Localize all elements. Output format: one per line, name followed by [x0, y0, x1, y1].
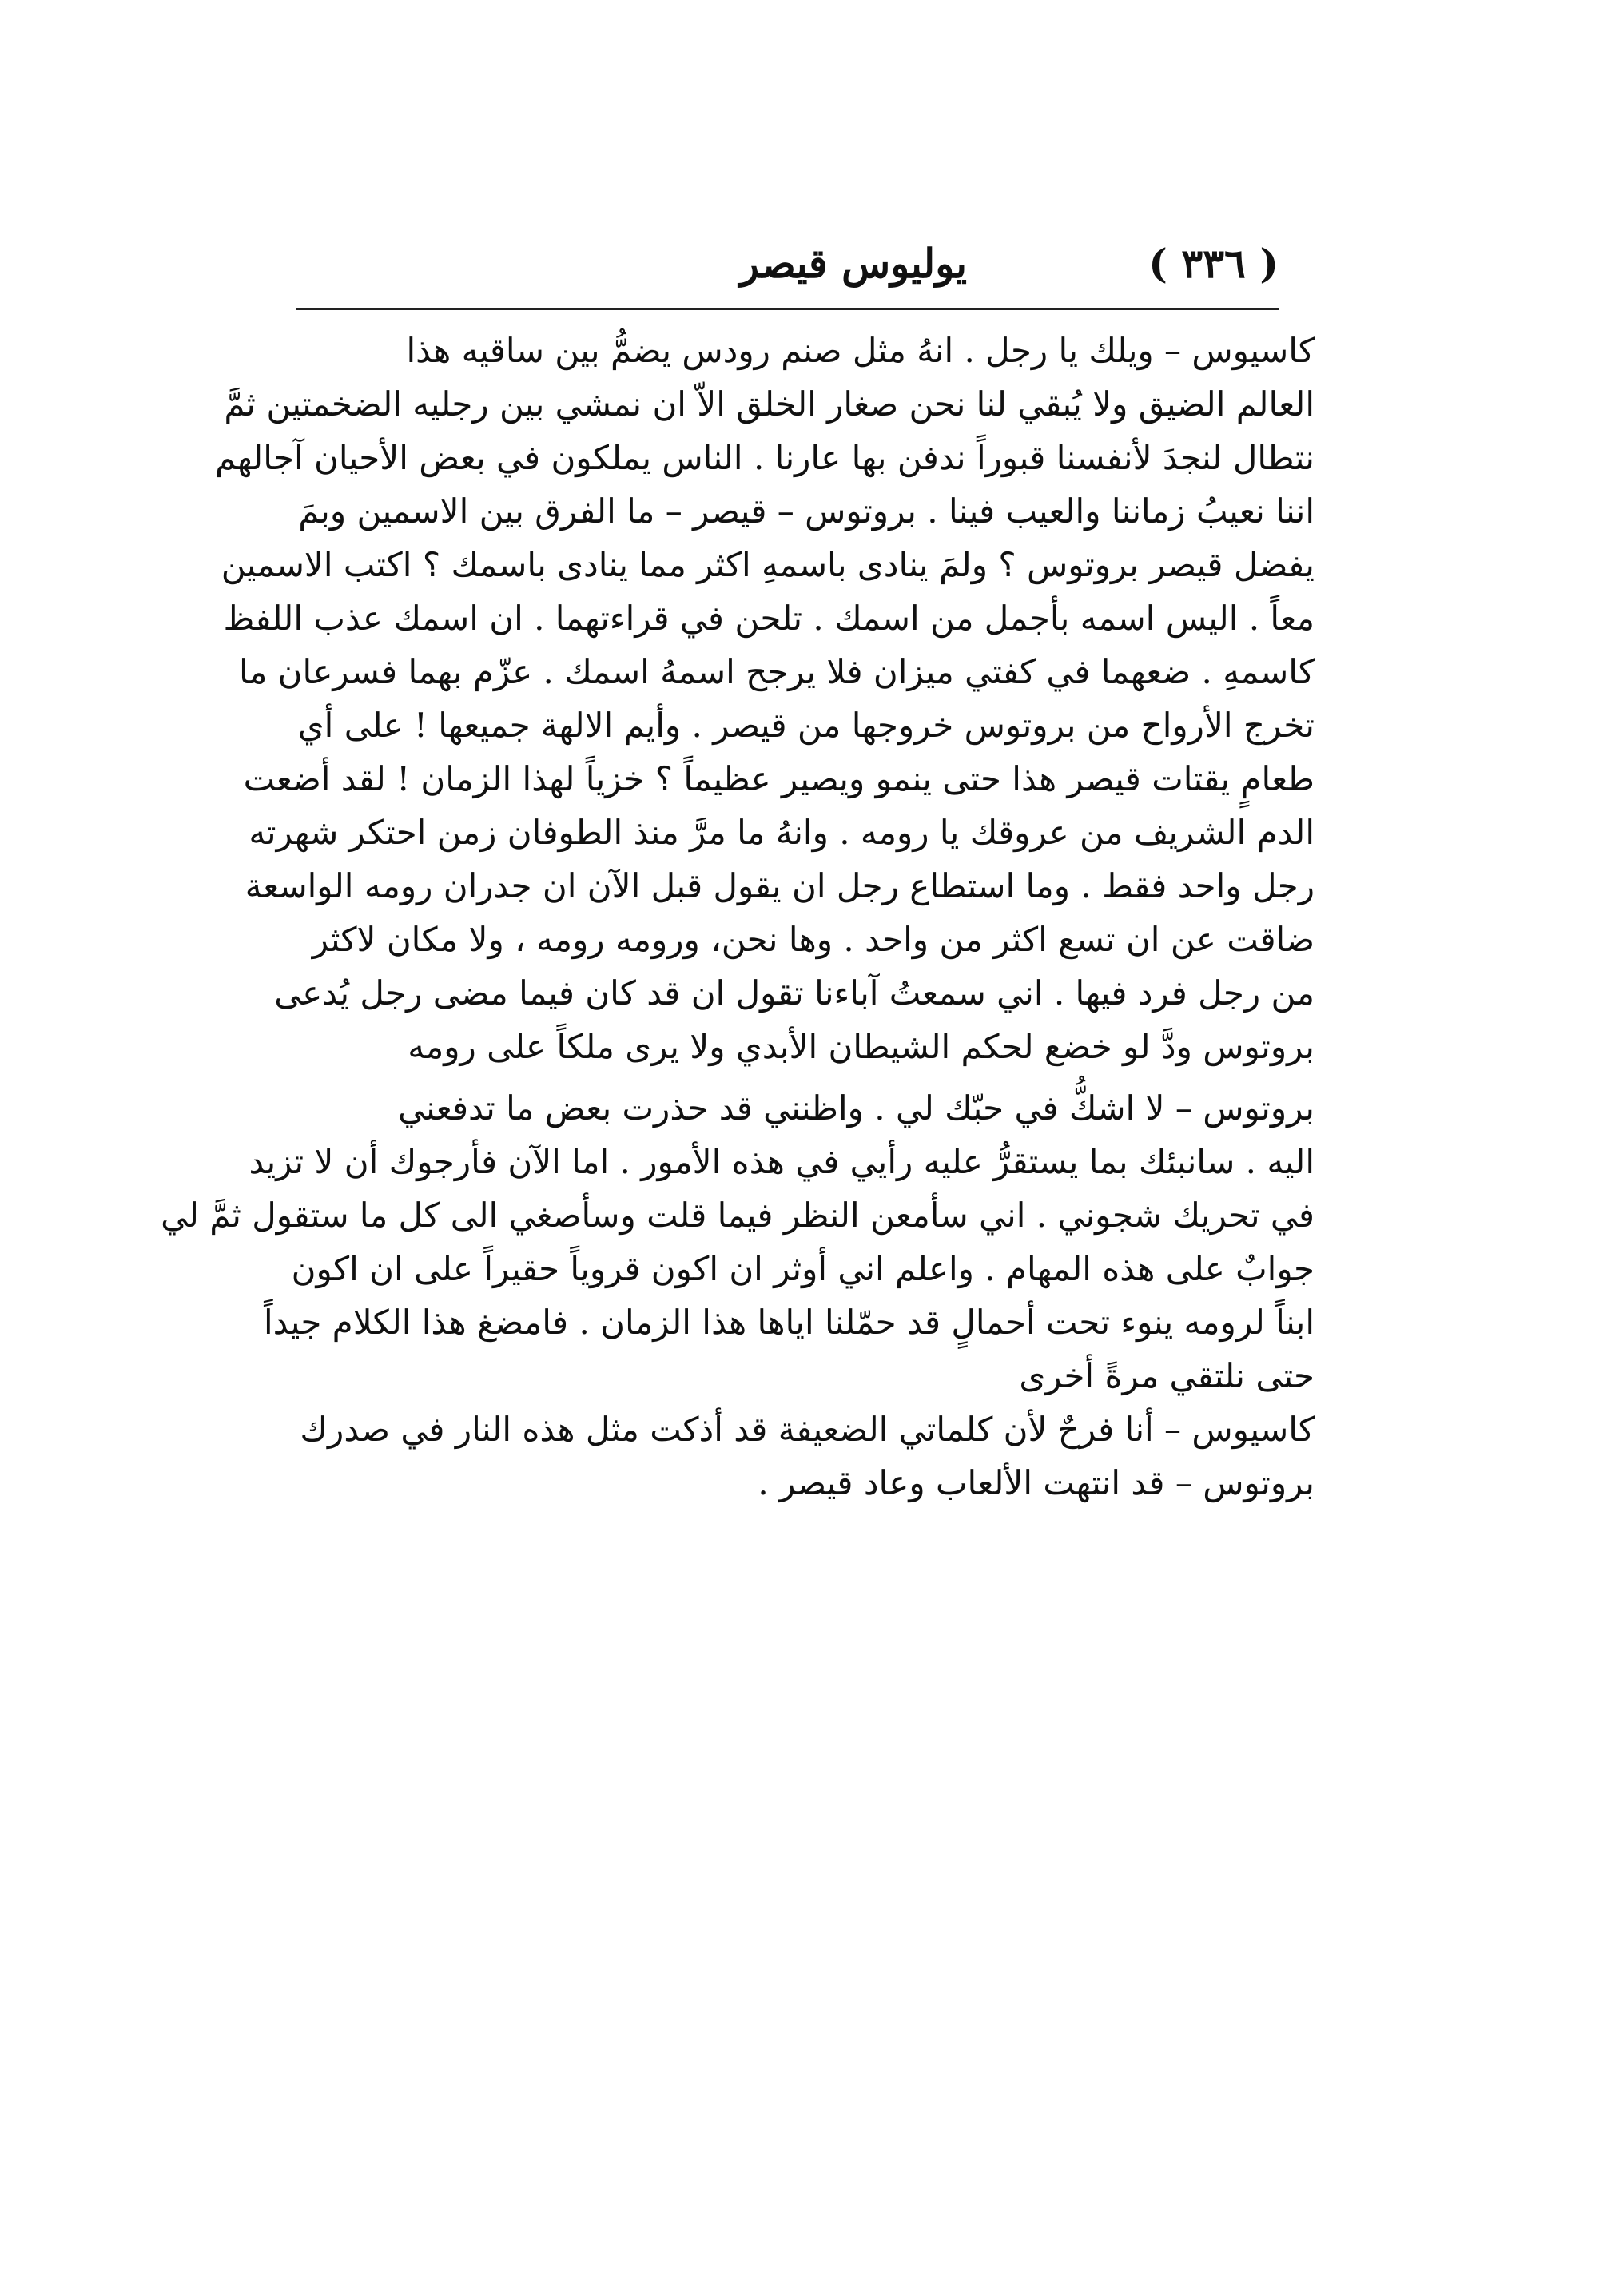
- text-line: رجل واحد فقط . وما استطاع رجل ان يقول قبل الآن ان جدران رومه الواسعة: [245, 866, 1315, 905]
- speech-cassius-2: [292, 1403, 1315, 1456]
- text-line: الدم الشريف من عروقك يا رومه . وانهُ ما مرَّ منذ الطوفان زمن احتكر شهرته: [249, 813, 1315, 852]
- header-rule: [296, 308, 1279, 310]
- text-line: كاسمهِ . ضعهما في كفتي ميزان فلا يرجح اسمهُ اسمك . عزّم بهما فسرعان ما: [239, 652, 1315, 691]
- text-line: العالم الضيق ولا يُبقي لنا نحن صغار الخلق الاّ ان نمشي بين رجليه الضخمتين ثمَّ: [224, 384, 1315, 424]
- speech-cassius-1: [215, 324, 1315, 1073]
- page-header: [296, 240, 1279, 304]
- text-line: بروتوس – قد انتهت الألعاب وعاد قيصر .: [758, 1463, 1315, 1502]
- paragraph-gap: [292, 1073, 1315, 1081]
- text-line: طعامٍ يقتات قيصر هذا حتى ينمو ويصير عظيماً ؟ خزياً لهذا الزمان ! لقد أضعت: [243, 759, 1315, 798]
- running-title: يوليوس قيصر: [739, 240, 967, 287]
- speech-brutus-2: [292, 1456, 1315, 1510]
- text-line: نتطال لنجدَ لأنفسنا قبوراً ندفن بها عارنا . الناس يملكون في بعض الأحيان آجالهم: [215, 438, 1315, 477]
- speech-brutus-1: [161, 1081, 1315, 1403]
- text-line: تخرج الأرواح من بروتوس خروجها من قيصر . وأيم الالهة جميعها ! على أي: [297, 706, 1315, 745]
- text-line: كاسيوس – ويلك يا رجل . انهُ مثل صنم رودس يضمُّ بين ساقيه هذا: [406, 331, 1315, 370]
- text-line: في تحريك شجوني . اني سأمعن النظر فيما قلت وسأصغي الى كل ما ستقول ثمَّ لي: [161, 1196, 1315, 1235]
- page-number: ( ٣٣٦ ): [1148, 240, 1279, 287]
- text-line: حتى نلتقي مرةً أخرى: [1019, 1356, 1315, 1395]
- text-line: ضاقت عن ان تسع اكثر من واحد . وها نحن، ورومه رومه ، ولا مكان لاكثر: [312, 920, 1315, 959]
- text-line: بروتوس – لا اشكُّ في حبّك لي . واظنني قد حذرت بعض ما تدفعني: [398, 1088, 1315, 1128]
- text-line: بروتوس ودَّ لو خضع لحكم الشيطان الأبدي ولا يرى ملكاً على رومه: [408, 1027, 1315, 1066]
- text-line: ابناً لرومه ينوء تحت أحمالٍ قد حمّلنا اياها هذا الزمان . فامضغ هذا الكلام جيداً: [263, 1303, 1315, 1342]
- body-text: [161, 324, 1315, 1510]
- text-line: كاسيوس – أنا فرحٌ لأن كلماتي الضعيفة قد أذكت مثل هذه النار في صدرك: [300, 1410, 1315, 1449]
- text-line: اليه . سانبئك بما يستقرُّ عليه رأيي في هذه الأمور . اما الآن فأرجوك أن لا تزيد: [249, 1142, 1315, 1181]
- text-line: يفضل قيصر بروتوس ؟ ولمَ ينادى باسمهِ اكثر مما ينادى باسمك ؟ اكتب الاسمين: [221, 545, 1315, 584]
- text-line: من رجل فرد فيها . اني سمعتُ آباءنا تقول ان قد كان فيما مضى رجل يُدعى: [274, 973, 1315, 1013]
- text-line: جوابٌ على هذه المهام . واعلم اني أوثر ان اكون قروياً حقيراً على ان اكون: [291, 1249, 1315, 1288]
- text-line: معاً . اليس اسمه بأجمل من اسمك . تلحن في قراءتهما . ان اسمك عذب اللفظ: [223, 599, 1315, 638]
- text-line: اننا نعيبُ زماننا والعيب فينا . بروتوس – قيصر – ما الفرق بين الاسمين وبمَ: [298, 491, 1315, 531]
